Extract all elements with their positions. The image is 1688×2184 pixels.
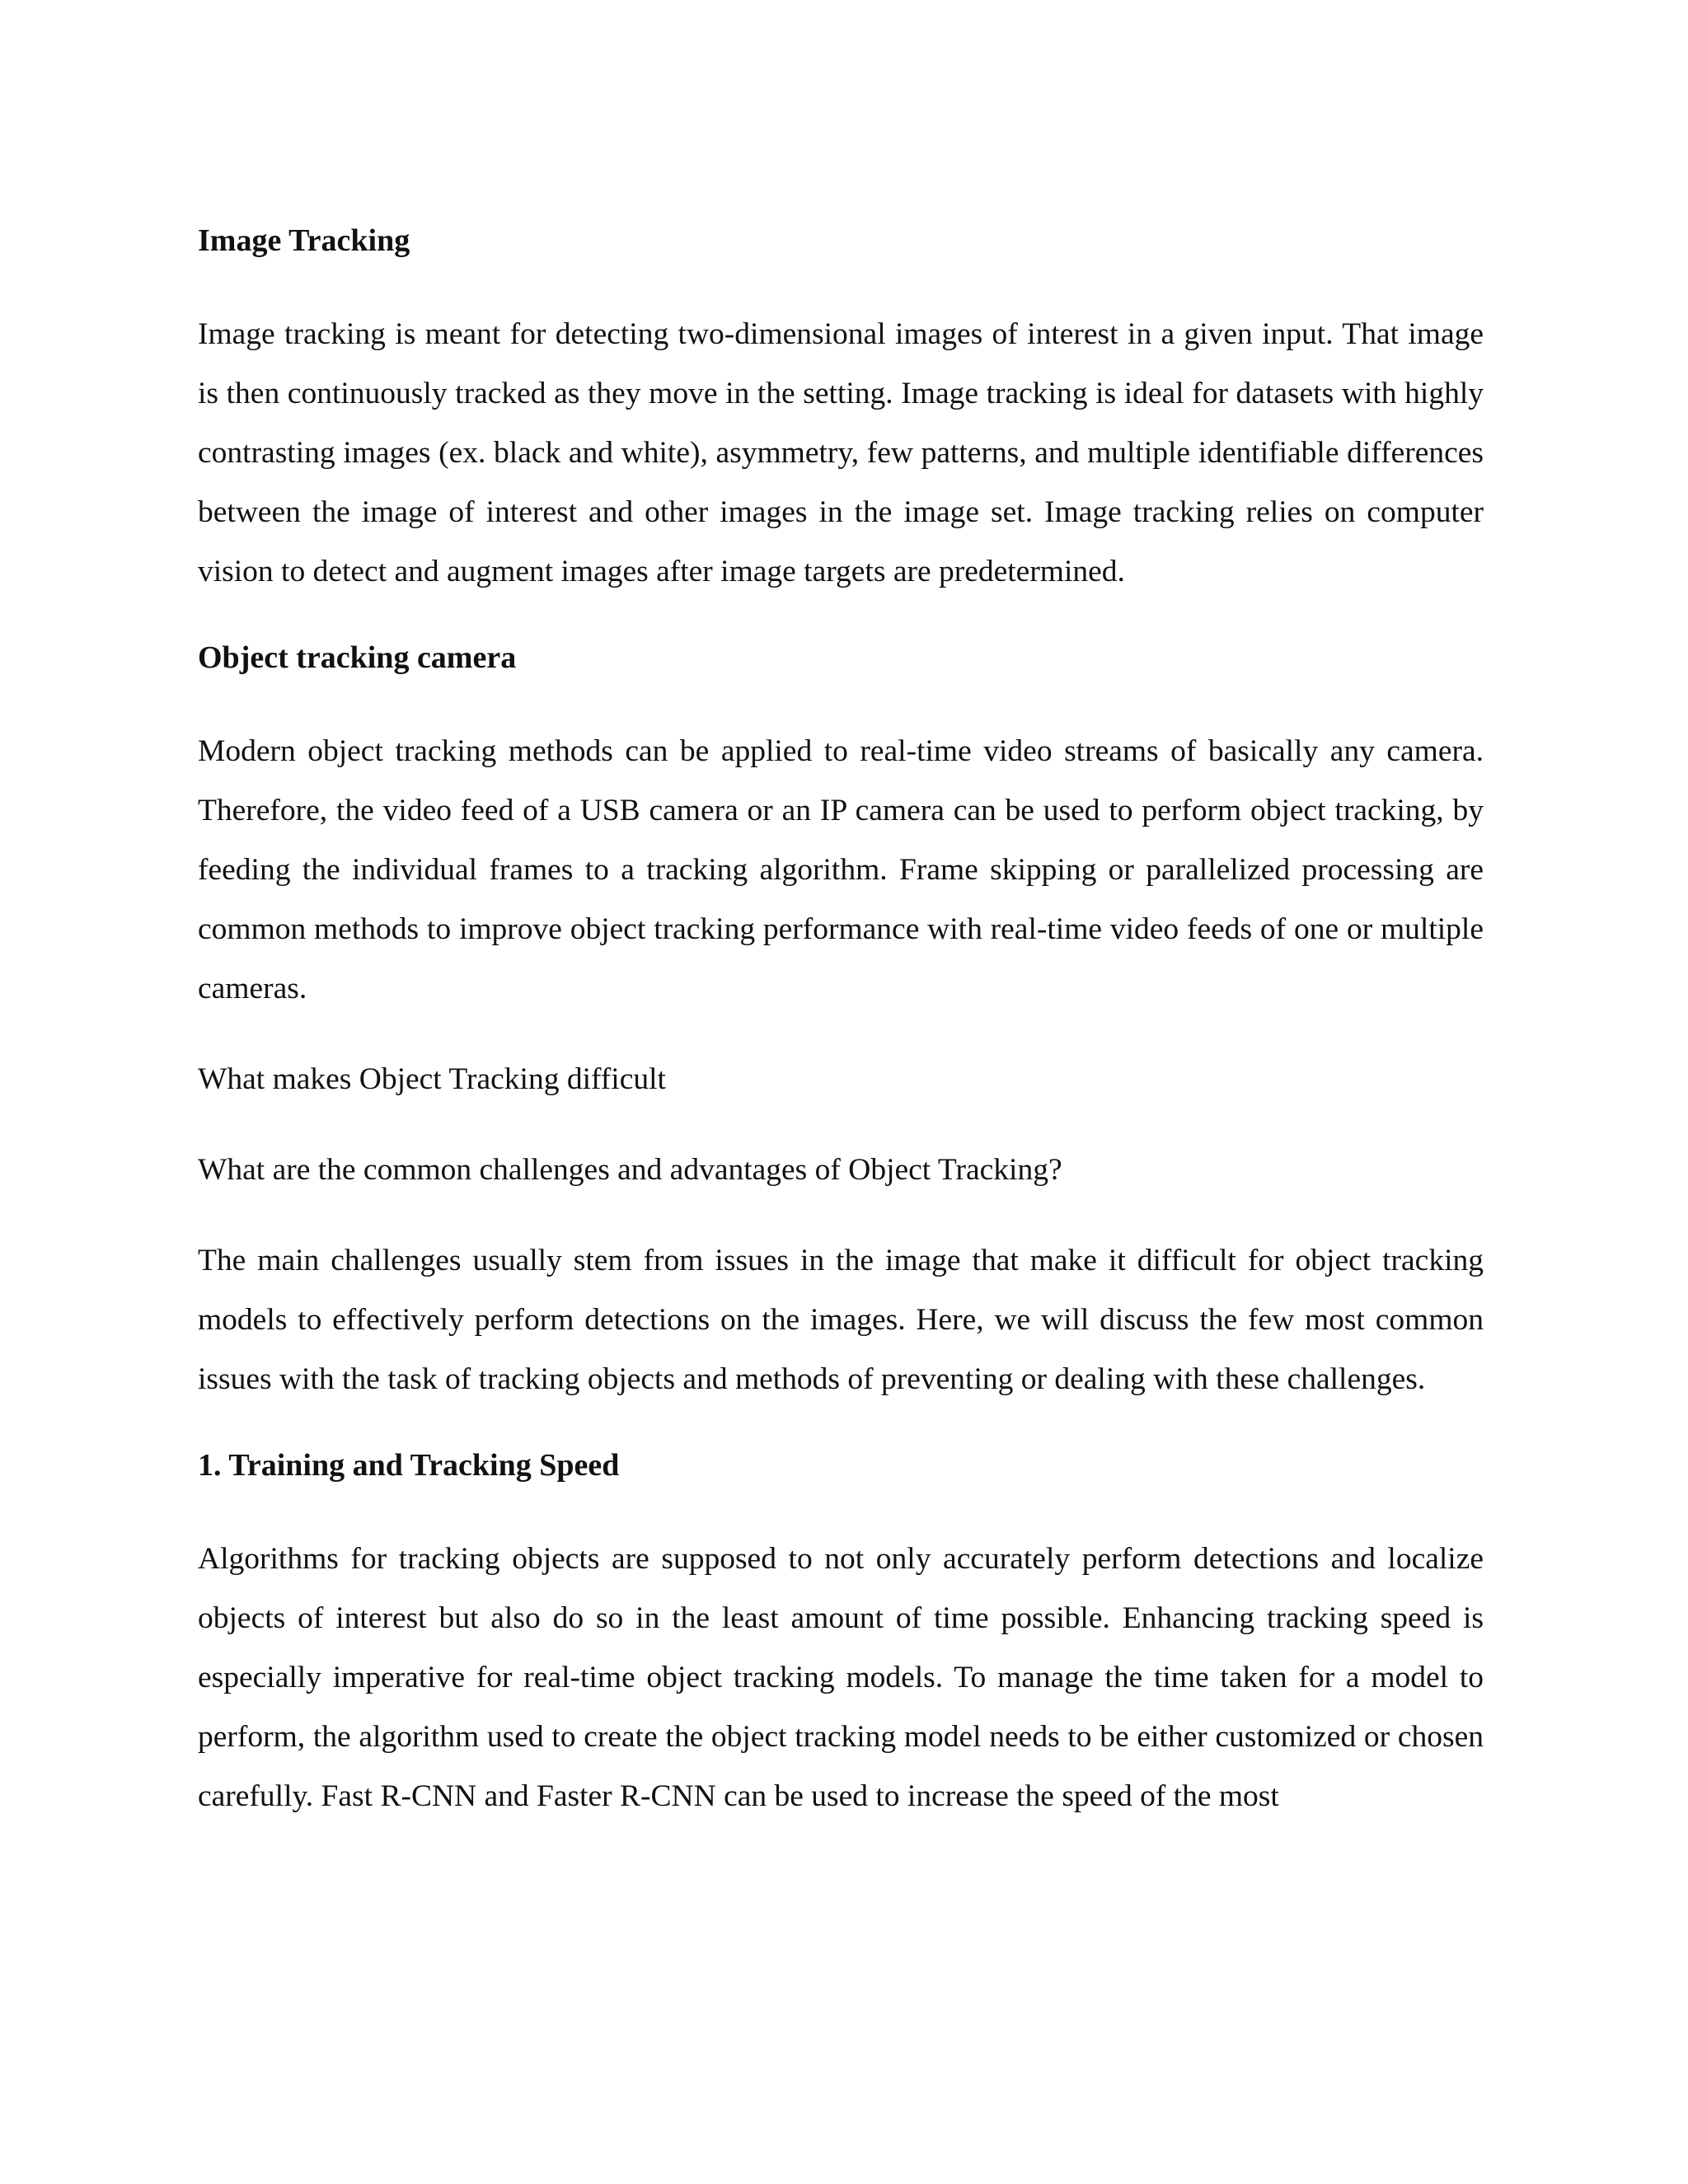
paragraph-image-tracking: Image tracking is meant for detecting two-dimensional images of interest in a given input. That image is then continuously tracked as they move in the setting. Image tracking is ideal for datasets with highly contrasting images (ex. black and white), asymmetry, few patterns, and multiple identifiable differences between the image of interest and other images in the image set. Image tracking relies on computer vision to detect and augment images after image targets are predetermined. [198,317,1484,588]
paragraph-object-tracking-camera: Modern object tracking methods can be applied to real-time video streams of basically any camera. Therefore, the video feed of a USB camera or an IP camera can be used to perform object tracking, by feeding the individual frames to a tracking algorithm. Frame skipping or parallelized processing are common methods to improve object tracking performance with real-time video feeds of one or multiple cameras. [198,734,1484,1005]
subheading-what-makes-difficult: What makes Object Tracking difficult [198,1062,666,1096]
paragraph-challenges: The main challenges usually stem from issues in the image that make it difficult for object tracking models to effectively perform detections on the images. Here, we will discuss the few most common issues with the task of tracking objects and methods of preventing or dealing with these challenges. [198,1244,1484,1396]
heading-image-tracking: Image Tracking [198,223,410,258]
document-body [198,216,1484,1826]
heading-object-tracking-camera: Object tracking camera [198,640,517,675]
heading-training-tracking-speed: 1. Training and Tracking Speed [198,1448,620,1483]
paragraph-training-tracking-speed: Algorithms for tracking objects are supposed to not only accurately perform detections and localize objects of interest but also do so in the least amount of time possible. Enhancing tracking speed is especially imperative for real-time object tracking models. To manage the time taken for a model to perform, the algorithm used to create the object tracking model needs to be either customized or chosen carefully. Fast R-CNN and Faster R-CNN can be used to increase the speed of the most [198,1542,1484,1813]
subheading-common-challenges: What are the common challenges and advantages of Object Tracking? [198,1153,1062,1187]
